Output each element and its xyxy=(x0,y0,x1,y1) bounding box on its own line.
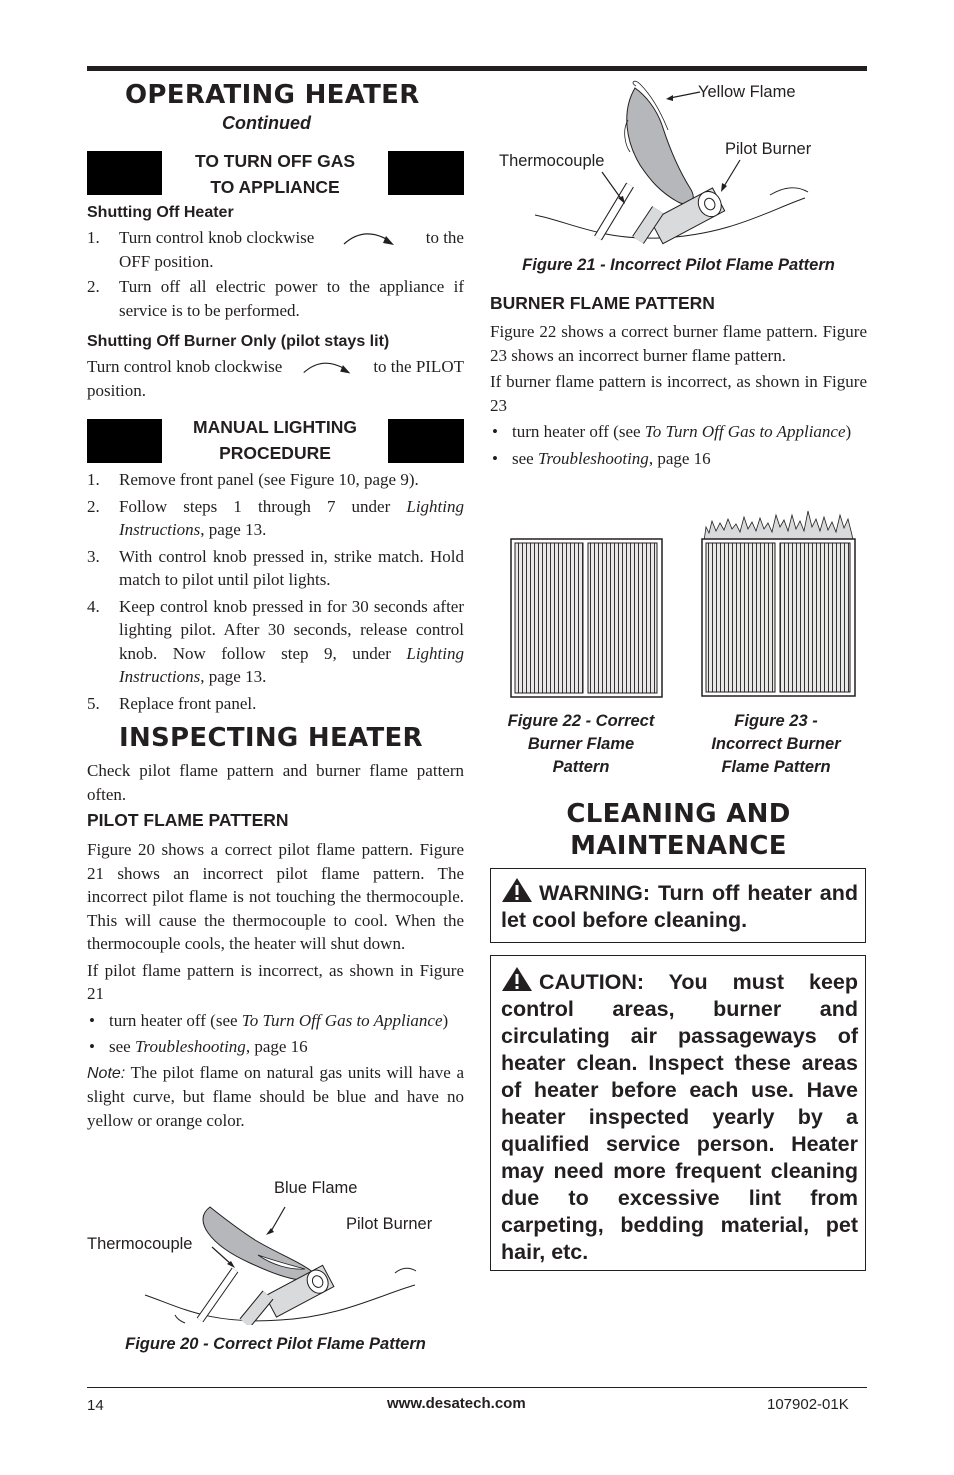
burner-paragraph: Figure 22 shows a correct burner flame pattern. Figure 23 shows an incorrect burner flame pattern. xyxy=(490,322,867,365)
caution-box xyxy=(490,955,866,1271)
figure-22-burner-illustration xyxy=(510,538,663,698)
fig20-thermocouple-label: Thermocouple xyxy=(87,1235,193,1253)
shutting-off-heater-heading: Shutting Off Heater xyxy=(87,204,234,221)
document-number: 107902-01K xyxy=(767,1396,849,1413)
burner-section-text xyxy=(490,320,867,470)
header-bar-left xyxy=(87,419,162,463)
list-item: 3. With control knob pressed in, strike match. Hold match to pilot until pilot lights. xyxy=(87,546,464,589)
list-item: 4. Keep control knob pressed in for 30 seconds after lighting pilot. After 30 seconds, release control knob. Now follow step 9, under Lighting Instructions, page 13. xyxy=(87,596,464,686)
shutoff-steps xyxy=(87,226,464,322)
pilot-flame-heading: PILOT FLAME PATTERN xyxy=(87,810,289,830)
header-bar-right xyxy=(388,419,464,463)
fig21-yellow-flame-label: Yellow Flame xyxy=(698,83,796,101)
figure-23-caption: Figure 23 - Incorrect Burner Flame Pattern xyxy=(711,712,841,776)
warning-box xyxy=(490,868,866,943)
clockwise-arrow-icon xyxy=(340,228,400,248)
burner-only-text: Turn control knob clockwise to the PILOT position. xyxy=(87,357,464,400)
list-item: • turn heater off (see To Turn Off Gas to Appliance) xyxy=(89,1010,449,1030)
operating-heater-title: OPERATING HEATER xyxy=(125,80,420,110)
pilot-paragraph: Figure 20 shows a correct pilot flame pattern. Figure 21 shows an incorrect pilot flame pattern. The incorrect pilot flame is not touching the thermocouple. This will cause the thermocouple to cool. When the thermocouple cools, the heater will shut down. xyxy=(87,840,464,953)
fig21-pilot-burner-label: Pilot Burner xyxy=(725,140,812,158)
fig20-pilot-burner-label: Pilot Burner xyxy=(346,1215,433,1233)
list-item: • see Troubleshooting, page 16 xyxy=(492,448,711,468)
inspect-intro: Check pilot flame pattern and burner flame pattern often. xyxy=(87,761,464,804)
inspecting-heater-title: INSPECTING HEATER xyxy=(119,723,423,753)
manual-steps xyxy=(87,468,464,715)
list-item: 2. Turn off all electric power to the appliance if service is to be performed. xyxy=(87,277,464,320)
header-bar-right xyxy=(388,151,464,195)
figure-20-caption: Figure 20 - Correct Pilot Flame Pattern xyxy=(125,1335,426,1353)
warning-text: WARNING: Turn off heater and let cool before cleaning. xyxy=(501,881,858,932)
burner-flame-heading: BURNER FLAME PATTERN xyxy=(490,293,715,313)
burner-if-paragraph: If burner flame pattern is incorrect, as shown in Figure 23 xyxy=(490,372,867,415)
footer-website-link[interactable]: www.desatech.com xyxy=(387,1395,526,1412)
cleaning-maintenance-title: CLEANING AND MAINTENANCE xyxy=(566,799,791,861)
list-item: 1. Remove front panel (see Figure 10, page 9). xyxy=(87,470,419,489)
pilot-section-text xyxy=(87,838,464,1132)
fig20-blue-flame-label: Blue Flame xyxy=(274,1179,358,1197)
turn-off-gas-heading: TO TURN OFF GAS TO APPLIANCE xyxy=(194,151,356,197)
figure-21-caption: Figure 21 - Incorrect Pilot Flame Pattern xyxy=(522,256,835,274)
list-item: 5. Replace front panel. xyxy=(87,693,257,713)
caution-text-block xyxy=(501,966,858,1266)
header-bar-left xyxy=(87,151,162,195)
list-item: 2. Follow steps 1 through 7 under Lighting Instructions, page 13. xyxy=(87,496,464,539)
continued-label: Continued xyxy=(222,113,311,133)
warning-triangle-icon xyxy=(501,877,533,903)
clockwise-arrow-icon xyxy=(300,357,356,377)
note-paragraph: Note: The pilot flame on natural gas units will have a slight curve, but flame should be blue and have no yellow or orange color. xyxy=(87,1062,464,1130)
top-rule xyxy=(87,66,867,71)
list-item: • see Troubleshooting, page 16 xyxy=(89,1037,308,1056)
footer-rule xyxy=(87,1387,867,1388)
warning-triangle-icon xyxy=(501,966,533,992)
page-number: 14 xyxy=(87,1397,104,1414)
warning-text-block xyxy=(501,877,858,934)
figure-22-caption: Figure 22 - Correct Burner Flame Pattern xyxy=(507,712,655,776)
manual-lighting-heading: MANUAL LIGHTING PROCEDURE xyxy=(193,417,357,463)
shutting-off-burner-heading: Shutting Off Burner Only (pilot stays lit) xyxy=(87,333,390,350)
list-item: • turn heater off (see To Turn Off Gas to Appliance) xyxy=(492,422,852,441)
list-item: 1. Turn control knob clockwise to the OFF position. xyxy=(87,228,464,271)
fig21-thermocouple-label: Thermocouple xyxy=(499,152,605,170)
caution-text: CAUTION: You must keep control areas, burner and circulating air passageways of heater clean. Inspect these areas of heater before each use. Have heater inspected yearly by a qualified service person. Heater may need more frequent cleaning due to excessive lint from carpeting, bedding material, pet hair, etc. xyxy=(501,970,858,1264)
pilot-if-paragraph: If pilot flame pattern is incorrect, as shown in Figure 21 xyxy=(87,960,464,1003)
figure-23-burner-illustration xyxy=(700,505,857,698)
